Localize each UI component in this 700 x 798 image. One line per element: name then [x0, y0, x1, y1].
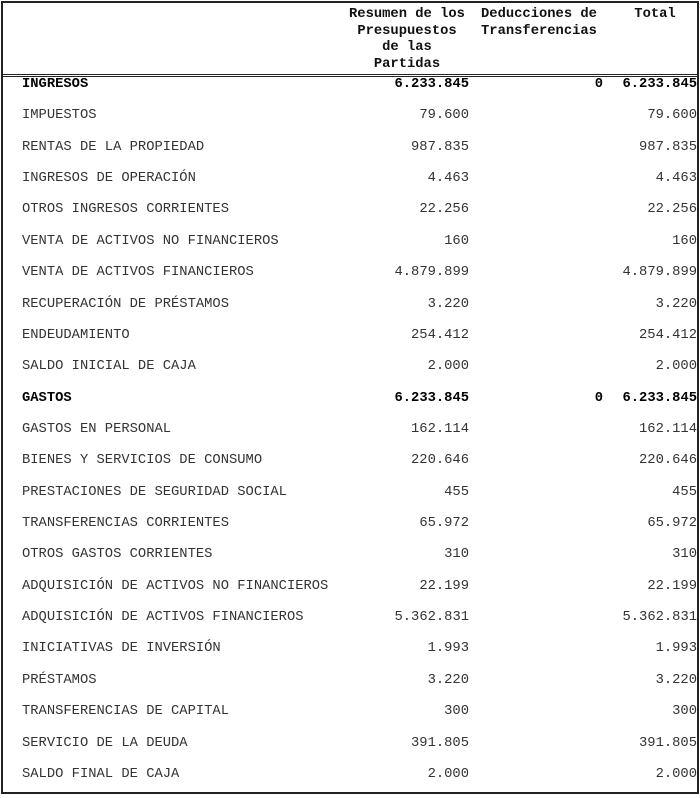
cell-total: 6.233.845 [622, 77, 697, 92]
table-row [3, 485, 697, 516]
cell-resumen: 4.879.899 [394, 265, 469, 281]
cell-deducciones: 0 [594, 77, 603, 92]
table-row [3, 579, 697, 610]
table-row [3, 422, 697, 453]
header-line: Resumen de los [349, 7, 465, 22]
table-body [3, 77, 697, 798]
table-row [3, 171, 697, 202]
cell-total: 160 [672, 233, 697, 249]
table-row [3, 359, 697, 390]
row-label: INGRESOS [22, 77, 89, 92]
table-row [3, 673, 697, 704]
header-line: de las [382, 40, 432, 55]
header-deducciones [475, 7, 603, 40]
cell-resumen: 6.233.845 [394, 390, 469, 406]
cell-resumen: 220.646 [411, 453, 469, 469]
cell-resumen: 254.412 [411, 327, 469, 343]
row-label: IMPUESTOS [22, 108, 97, 124]
cell-resumen: 6.233.845 [394, 77, 469, 92]
table-row [3, 516, 697, 547]
cell-resumen: 3.220 [427, 296, 469, 312]
budget-table [1, 1, 699, 794]
header-line: Transferencias [481, 23, 597, 39]
table-row [3, 704, 697, 735]
row-label: INICIATIVAS DE INVERSIÓN [22, 641, 221, 657]
header-line: Partidas [373, 56, 441, 72]
cell-resumen: 455 [444, 484, 469, 500]
row-label: VENTA DE ACTIVOS NO FINANCIEROS [22, 233, 279, 249]
row-label: PRÉSTAMOS [22, 672, 97, 688]
header-line: Presupuestos [357, 23, 457, 39]
cell-resumen: 391.805 [411, 735, 469, 751]
table-header [3, 3, 697, 77]
cell-total: 2.000 [655, 359, 697, 375]
cell-total: 22.256 [647, 202, 697, 218]
cell-total: 391.805 [639, 735, 697, 751]
cell-total: 3.220 [655, 296, 697, 312]
cell-resumen: 987.835 [411, 139, 469, 155]
table-row [3, 234, 697, 265]
cell-total: 310 [672, 547, 697, 563]
table-row [3, 547, 697, 578]
row-label: SERVICIO DE LA DEUDA [22, 735, 188, 751]
table-row [3, 767, 697, 798]
cell-total: 220.646 [639, 453, 697, 469]
row-label: PRESTACIONES DE SEGURIDAD SOCIAL [22, 484, 287, 500]
row-label: RENTAS DE LA PROPIEDAD [22, 139, 205, 155]
cell-resumen: 22.256 [419, 202, 469, 218]
row-label: RECUPERACIÓN DE PRÉSTAMOS [22, 296, 229, 312]
cell-total: 1.993 [655, 641, 697, 657]
row-label: GASTOS EN PERSONAL [22, 421, 172, 437]
header-resumen [343, 7, 471, 73]
table-row [3, 453, 697, 484]
cell-resumen: 160 [444, 233, 469, 249]
cell-resumen: 22.199 [419, 578, 469, 594]
section-row [3, 391, 697, 422]
table-row [3, 610, 697, 641]
cell-total: 3.220 [655, 672, 697, 688]
cell-resumen: 300 [444, 704, 469, 720]
row-label: VENTA DE ACTIVOS FINANCIEROS [22, 265, 254, 281]
table-row [3, 297, 697, 328]
row-label: ADQUISICIÓN DE ACTIVOS NO FINANCIEROS [22, 578, 329, 594]
cell-resumen: 79.600 [419, 108, 469, 124]
row-label: INGRESOS DE OPERACIÓN [22, 171, 196, 187]
cell-deducciones: 0 [594, 390, 603, 406]
header-line: Deducciones de [481, 7, 597, 22]
row-label: BIENES Y SERVICIOS DE CONSUMO [22, 453, 263, 469]
row-label: TRANSFERENCIAS DE CAPITAL [22, 704, 229, 720]
row-label: ENDEUDAMIENTO [22, 327, 130, 343]
cell-resumen: 162.114 [411, 421, 469, 437]
cell-resumen: 2.000 [427, 359, 469, 375]
row-label: GASTOS [22, 390, 72, 406]
cell-resumen: 65.972 [419, 516, 469, 532]
cell-total: 162.114 [639, 421, 697, 437]
cell-total: 65.972 [647, 516, 697, 532]
section-row [3, 77, 697, 108]
cell-total: 455 [672, 484, 697, 500]
cell-total: 6.233.845 [622, 390, 697, 406]
cell-total: 4.879.899 [622, 265, 697, 281]
header-total [613, 7, 697, 24]
row-label: TRANSFERENCIAS CORRIENTES [22, 516, 229, 532]
cell-resumen: 4.463 [427, 171, 469, 187]
cell-total: 300 [672, 704, 697, 720]
cell-total: 987.835 [639, 139, 697, 155]
cell-resumen: 3.220 [427, 672, 469, 688]
table-row [3, 202, 697, 233]
cell-total: 22.199 [647, 578, 697, 594]
table-row [3, 265, 697, 296]
row-label: SALDO FINAL DE CAJA [22, 766, 180, 782]
row-label: OTROS INGRESOS CORRIENTES [22, 202, 229, 218]
cell-total: 5.362.831 [622, 610, 697, 626]
cell-resumen: 2.000 [427, 766, 469, 782]
table-row [3, 328, 697, 359]
row-label: OTROS GASTOS CORRIENTES [22, 547, 213, 563]
table-row [3, 641, 697, 672]
table-row [3, 736, 697, 767]
cell-total: 4.463 [655, 171, 697, 187]
cell-resumen: 310 [444, 547, 469, 563]
row-label: SALDO INICIAL DE CAJA [22, 359, 196, 375]
cell-resumen: 1.993 [427, 641, 469, 657]
cell-total: 2.000 [655, 766, 697, 782]
cell-total: 79.600 [647, 108, 697, 124]
row-label: ADQUISICIÓN DE ACTIVOS FINANCIEROS [22, 610, 304, 626]
cell-total: 254.412 [639, 327, 697, 343]
table-row [3, 108, 697, 139]
table-row [3, 140, 697, 171]
cell-resumen: 5.362.831 [394, 610, 469, 626]
header-line: Total [634, 7, 676, 22]
